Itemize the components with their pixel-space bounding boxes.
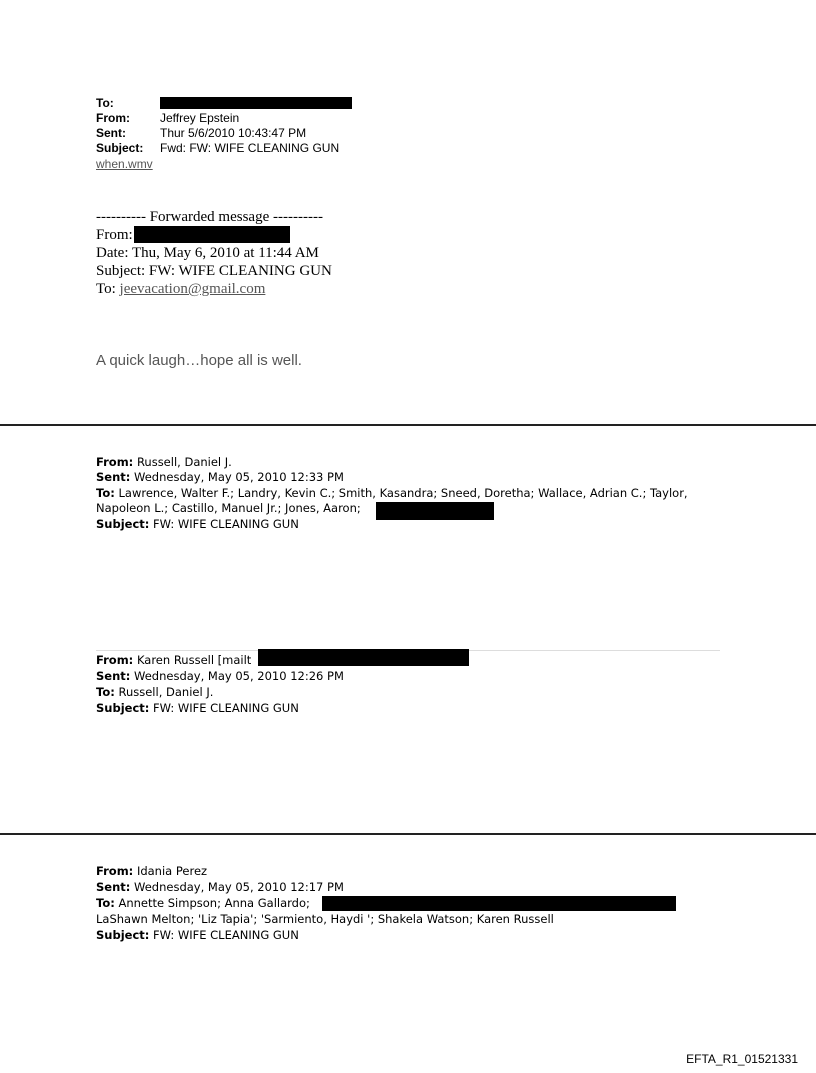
message2-to-row [96,685,213,700]
from-label: From: [96,111,130,125]
subject-value: FW: WIFE CLEANING GUN [153,928,299,942]
redaction-bar [134,226,290,243]
message1-from-row [96,455,232,470]
to-label: To: [96,486,115,500]
to-label: To: [96,685,115,699]
from-label: From: [96,653,134,667]
message3-from-row [96,864,207,879]
sent-label: Sent: [96,880,131,894]
attachment-link[interactable]: when.wmv [96,157,153,171]
document-id: EFTA_R1_01521331 [686,1052,798,1066]
redaction-bar [258,649,469,666]
from-value: Russell, Daniel J. [136,455,232,469]
forwarded-to-email[interactable]: jeevacation@gmail.com [119,281,266,297]
subject-value: FW: WIFE CLEANING GUN [153,701,299,715]
from-label: From: [96,864,134,878]
header-subject-row [96,141,339,156]
redaction-bar [160,97,352,109]
from-value: Jeffrey Epstein [160,111,240,125]
message3-to-row [96,896,310,911]
sent-label: Sent: [96,126,126,140]
sent-value: Thur 5/6/2010 10:43:47 PM [160,126,307,140]
redaction-bar [322,896,676,911]
sent-label: Sent: [96,669,131,683]
forwarded-from-label: From: [96,227,133,243]
message3-subject-row [96,928,299,943]
to-value: Annette Simpson; Anna Gallardo; [118,896,310,910]
from-label: From: [96,455,134,469]
subject-label: Subject: [96,701,150,715]
redaction-bar [376,502,494,520]
forwarded-date: Date: Thu, May 6, 2010 at 11:44 AM [96,245,319,261]
forwarded-to-row [96,280,265,298]
forwarded-divider: ---------- Forwarded message ---------- [96,209,323,225]
section-divider [0,424,816,426]
to-value: Russell, Daniel J. [118,685,214,699]
message2-subject-row [96,701,299,716]
section-divider [0,833,816,835]
forwarded-to-label: To: [96,281,116,297]
message3-to-row-cont: LaShawn Melton; 'Liz Tapia'; 'Sarmiento, Haydi '; Shakela Watson; Karen Russell [96,912,554,926]
message1-sent-row [96,470,344,485]
forwarded-subject: Subject: FW: WIFE CLEANING GUN [96,263,332,279]
sent-label: Sent: [96,470,131,484]
header-to-row [96,96,160,111]
from-value: Idania Perez [136,864,208,878]
to-label: To: [96,96,114,110]
subject-value: FW: WIFE CLEANING GUN [153,517,299,531]
message1-to-row [96,486,688,501]
sent-value: Wednesday, May 05, 2010 12:33 PM [134,470,344,484]
subject-label: Subject: [96,517,150,531]
message2-sent-row [96,669,344,684]
subject-label: Subject: [96,141,144,155]
message1-to-row-cont: Napoleon L.; Castillo, Manuel Jr.; Jones, Aaron; [96,501,361,515]
header-sent-row [96,126,306,141]
subject-label: Subject: [96,928,150,942]
sent-value: Wednesday, May 05, 2010 12:17 PM [134,880,344,894]
header-from-row [96,111,239,126]
from-value: Karen Russell [mailt [136,653,252,667]
sent-value: Wednesday, May 05, 2010 12:26 PM [134,669,344,683]
to-value: Lawrence, Walter F.; Landry, Kevin C.; Smith, Kasandra; Sneed, Doretha; Wallace, Adrian C.; Taylor, [118,486,688,500]
message1-subject-row [96,517,299,532]
to-label: To: [96,896,115,910]
body-text: A quick laugh…hope all is well. [96,352,302,369]
message2-from-row [96,653,251,668]
message3-sent-row [96,880,344,895]
subject-value: Fwd: FW: WIFE CLEANING GUN [160,141,340,155]
